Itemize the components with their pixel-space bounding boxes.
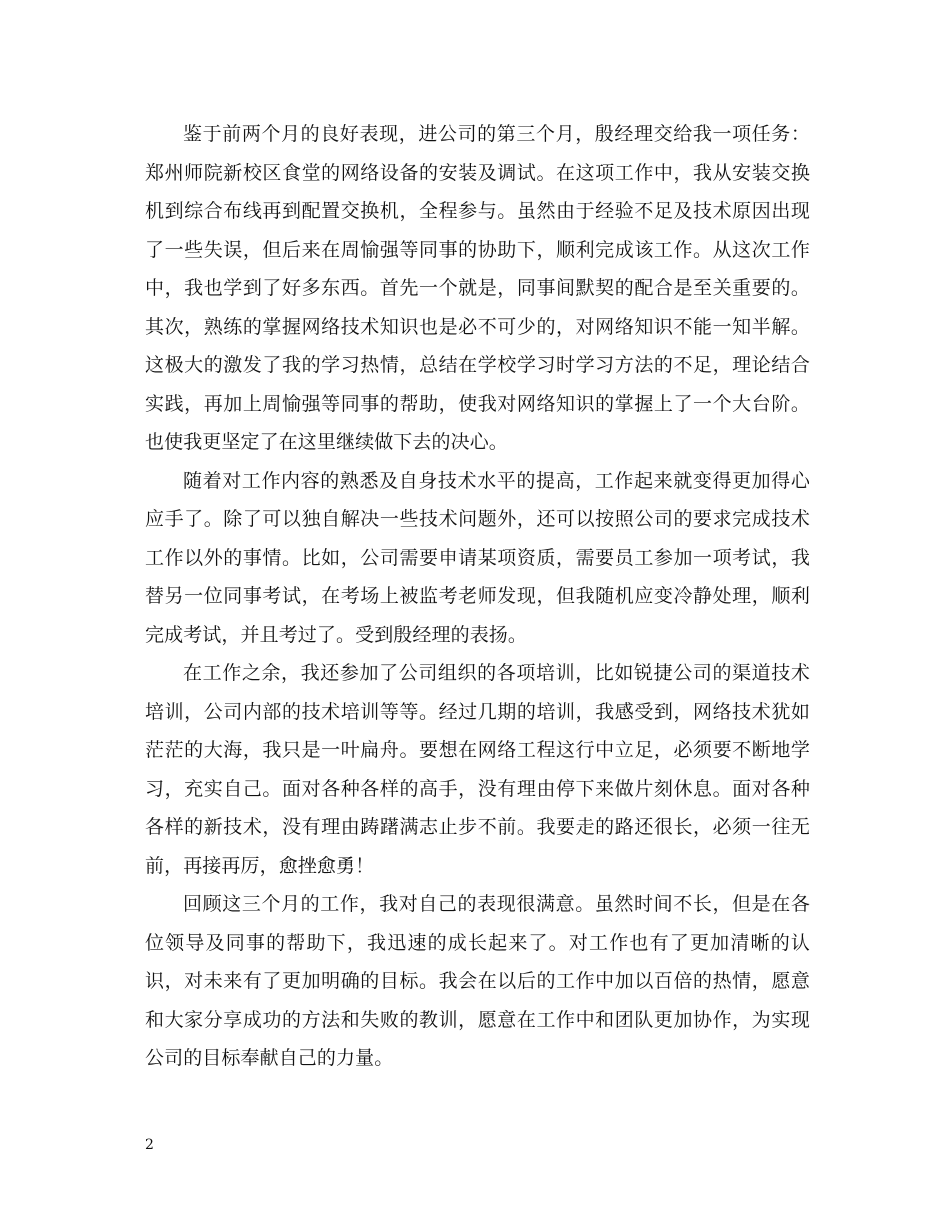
page-number: 2 bbox=[145, 1137, 154, 1153]
paragraph-3: 在工作之余，我还参加了公司组织的各项培训，比如锐捷公司的渠道技术培训，公司内部的技术培训等等。经过几期的培训，我感受到，网络技术犹如茫茫的大海，我只是一叶扁舟。要想在网络工程这行中立足，必须要不断地学习，充实自己。面对各种各样的高手，没有理由停下来做片刻休息。面对各种各样的新技术，没有理由踌躇满志止步不前。我要走的路还很长，必须一往无前，再接再厉，愈挫愈勇！ bbox=[145, 662, 810, 877]
paragraph-1: 鉴于前两个月的良好表现，进公司的第三个月，殷经理交给我一项任务：郑州师院新校区食堂的网络设备的安装及调试。在这项工作中，我从安装交换机到综合布线再到配置交换机，全程参与。虽然由于经验不足及技术原因出现了一些失误，但后来在周愉强等同事的协助下，顺利完成该工作。从这次工作中，我也学到了好多东西。首先一个就是，同事间默契的配合是至关重要的。其次，熟练的掌握网络技术知识也是必不可少的，对网络知识不能一知半解。这极大的激发了我的学习热情，总结在学校学习时学习方法的不足，理论结合实践，再加上周愉强等同事的帮助，使我对网络知识的掌握上了一个大台阶。也使我更坚定了在这里继续做下去的决心。 bbox=[145, 123, 810, 453]
paragraph-4: 回顾这三个月的工作，我对自己的表现很满意。虽然时间不长，但是在各位领导及同事的帮助下，我迅速的成长起来了。对工作也有了更加清晰的认识，对未来有了更加明确的目标。我会在以后的工作中加以百倍的热情，愿意和大家分享成功的方法和失败的教训，愿意在工作中和团队更加协作，为实现公司的目标奉献自己的力量。 bbox=[145, 893, 810, 1069]
paragraph-2: 随着对工作内容的熟悉及自身技术水平的提高，工作起来就变得更加得心应手了。除了可以独自解决一些技术问题外，还可以按照公司的要求完成技术工作以外的事情。比如，公司需要申请某项资质，需要员工参加一项考试，我替另一位同事考试，在考场上被监考老师发现，但我随机应变冷静处理，顺利完成考试，并且考过了。受到殷经理的表扬。 bbox=[145, 469, 810, 646]
document-body bbox=[145, 115, 810, 1078]
